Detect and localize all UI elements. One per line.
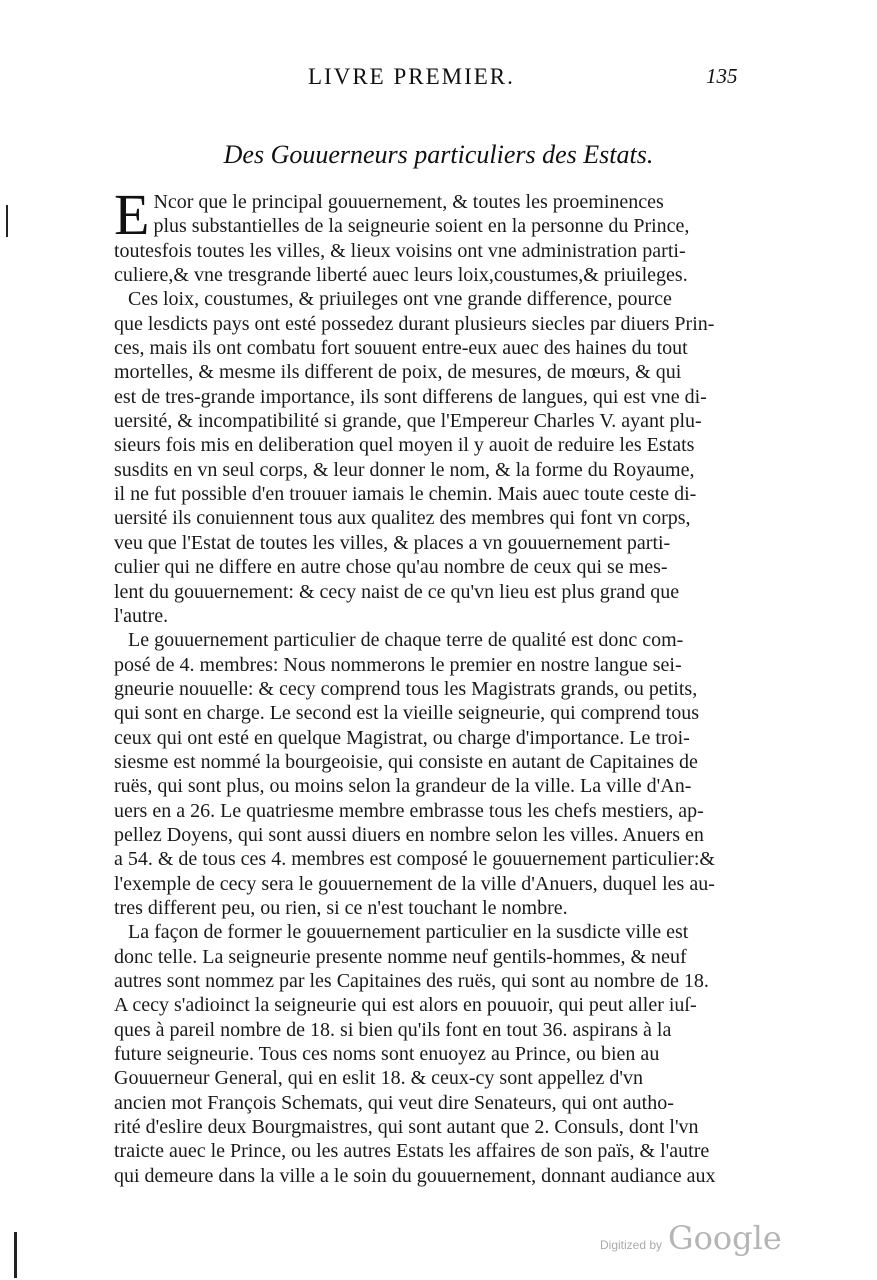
text-line: il ne fut possible d'en trouuer iamais le chemin. Mais auec toute ceste di- — [114, 483, 697, 506]
text-line: posé de 4. membres: Nous nommerons le premier en nostre langue sei- — [114, 653, 682, 676]
text-line: toutesfois toutes les villes, & lieux voisins ont vne administration parti- — [114, 239, 686, 262]
text-line: pellez Doyens, qui sont aussi diuers en nombre selon les villes. Anuers en — [114, 823, 704, 846]
text-line: Ces loix, coustumes, & priuileges ont vne grande difference, pource — [128, 288, 672, 311]
text-line: l'exemple de cecy sera le gouuernement de la ville d'Anuers, duquel les au- — [114, 872, 715, 895]
chapter-title: Des Gouuerneurs particuliers des Estats. — [223, 140, 654, 169]
text-line: l'autre. — [114, 604, 169, 627]
text-line: qui demeure dans la ville a le soin du gouuernement, donnant audiance aux — [114, 1164, 716, 1187]
paragraph — [114, 287, 777, 628]
text-line: veu que l'Estat de toutes les villes, & places a vn gouuernement parti- — [114, 531, 671, 554]
text-line: A cecy s'adioinct la seigneurie qui est alors en pouuoir, qui peut aller iuſ- — [114, 994, 697, 1017]
body-text — [114, 182, 777, 1188]
watermark-prefix: Digitized by — [600, 1238, 663, 1252]
running-head: LIVRE PREMIER. — [308, 64, 515, 89]
text-line: qui sont en charge. Le second est la vieille seigneurie, qui comprend tous — [114, 702, 700, 725]
text-line: culiere,& vne tresgrande liberté auec leurs loix,coustumes,& priuileges. — [114, 264, 688, 287]
text-line: mortelles, & mesme ils different de poix, de mesures, de mœurs, & qui — [114, 361, 682, 384]
text-line: est de tres-grande importance, ils sont differens de langues, qui est vne di- — [114, 385, 707, 408]
text-line: ceux qui ont esté en quelque Magistrat, ou charge d'importance. Le troi- — [114, 726, 690, 749]
text-line: a 54. & de tous ces 4. membres est composé le gouuernement particulier:& — [114, 848, 715, 871]
drop-cap: E — [114, 182, 150, 247]
page-number: 135 — [706, 64, 738, 88]
text-line: autres sont nommez par les Capitaines des ruës, qui sont au nombre de 18. — [114, 970, 709, 992]
text-line: ruës, qui sont plus, ou moins selon la grandeur de la ville. La ville d'An- — [114, 775, 692, 798]
text-line: ancien mot François Schemats, qui veut dire Senateurs, qui ont autho- — [114, 1091, 674, 1114]
text-line: gneurie nouuelle: & cecy comprend tous les Magistrats grands, ou petits, — [114, 677, 698, 700]
text-line: uersité ils conuiennent tous aux qualitez des membres qui font vn corps, — [114, 507, 691, 530]
margin-mark — [6, 205, 8, 237]
text-line: rité d'eslire deux Bourgmaistres, qui sont autant que 2. Consuls, dont l'vn — [114, 1116, 699, 1139]
text-line: donc telle. La seigneurie presente nomme neuf gentils-hommes, & neuf — [114, 945, 687, 968]
google-logo: Google — [668, 1219, 782, 1257]
text-line: Gouuerneur General, qui en eslit 18. & ceux-cy sont appellez d'vn — [114, 1067, 643, 1090]
text-line: lent du gouuernement: & cecy naist de ce qu'vn lieu est plus grand que — [114, 580, 680, 603]
text-line: sieurs fois mis en deliberation quel moyen il y auoit de reduire les Estats — [114, 434, 695, 457]
paragraph — [114, 920, 777, 1188]
text-line: traicte auec le Prince, ou les autres Estats les affaires de son païs, & l'autre — [114, 1140, 710, 1163]
text-line: culier qui ne differe en autre chose qu'au nombre de ceux qui se mes- — [114, 556, 668, 579]
text-line: siesme est nommé la bourgeoisie, qui consiste en autant de Capitaines de — [114, 750, 698, 773]
paragraph — [114, 182, 777, 287]
margin-mark — [14, 1232, 17, 1278]
text-line: tres different peu, ou rien, si ce n'est touchant le nombre. — [114, 896, 568, 919]
text-line: ces, mais ils ont combatu fort souuent entre-eux auec des haines du tout — [114, 337, 688, 360]
text-line: ques à pareil nombre de 18. si bien qu'ils font en tout 36. aspirans à la — [114, 1018, 672, 1041]
paragraph — [114, 628, 777, 920]
text-line: plus substantielles de la seigneurie soient en la personne du Prince, — [153, 215, 690, 238]
text-line: La façon de former le gouuernement particulier en la susdicte ville est — [128, 921, 689, 944]
text-line: uersité, & incompatibilité si grande, que l'Empereur Charles V. ayant plu- — [114, 410, 702, 433]
text-line: Ncor que le principal gouuernement, & toutes les proeminences — [153, 191, 664, 213]
text-line: susdits en vn seul corps, & leur donner le nom, & la forme du Royaume, — [114, 458, 695, 481]
text-line: uers en a 26. Le quatriesme membre embrasse tous les chefs mestiers, ap- — [114, 799, 704, 822]
text-line: que lesdicts pays ont esté possedez durant plusieurs siecles par diuers Prin- — [114, 312, 715, 335]
text-line: Le gouuernement particulier de chaque terre de qualité est donc com- — [128, 629, 684, 652]
digitized-by-google-watermark — [600, 1219, 782, 1257]
text-line: future seigneurie. Tous ces noms sont enuoyez au Prince, ou bien au — [114, 1043, 660, 1066]
